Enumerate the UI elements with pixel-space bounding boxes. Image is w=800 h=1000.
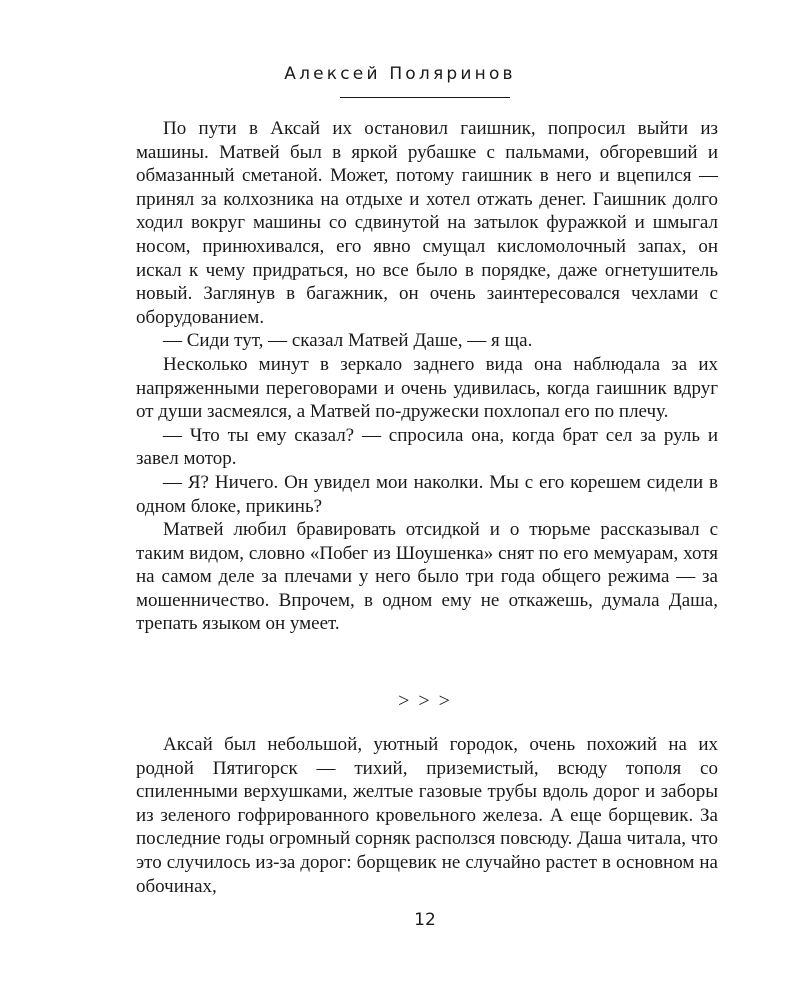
paragraph: — Что ты ему сказал? — спросила она, когда брат сел за руль и завел мотор. bbox=[136, 424, 718, 470]
paragraph: Несколько минут в зеркало заднего вида она наблюдала за их напряженными переговорами и очень удивилась, когда гаишник вдруг от души засмеялся, а Матвей по-дружески похлопал его по плечу. bbox=[136, 353, 718, 423]
text-section-1 bbox=[136, 117, 718, 636]
section-separator: > > > bbox=[398, 690, 452, 712]
page-number: 12 bbox=[414, 910, 436, 930]
paragraph: Аксай был небольшой, уютный городок, очень похожий на их родной Пятигорск — тихий, приземистый, всюду тополя со спиленными верхушками, желтые газовые трубы вдоль дорог и заборы из зеленого гофрированного кровельного железа. А еще борщевик. За последние годы огромный сорняк расползся повсюду. Даша читала, что это случилось из-за дорог: борщевик не случайно растет в основном на обочинах, bbox=[136, 734, 718, 897]
paragraph: — Сиди тут, — сказал Матвей Даше, — я ща. bbox=[163, 330, 533, 352]
paragraph: — Я? Ничего. Он увидел мои наколки. Мы с его корешем сидели в одном блоке, прикинь? bbox=[136, 471, 718, 517]
paragraph: По пути в Аксай их остановил гаишник, попросил выйти из машины. Матвей был в яркой рубашке с пальмами, обгоревший и обмазанный сметаной. Может, потому гаишник в него и вцепился — принял за колхозника на отдыхе и хотел отжать денег. Гаишник долго ходил вокруг машины со сдвинутой на затылок фуражкой и шмыгал носом, принюхивался, его явно смущал кисломолочный запах, он искал к чему придраться, но все было в порядке, даже огнетушитель новый. Заглянув в багажник, он очень заинтересовался чехлами с оборудованием. bbox=[136, 118, 718, 328]
header-rule bbox=[340, 97, 510, 98]
text-section-2 bbox=[136, 733, 718, 898]
running-head-author: Алексей Поляринов bbox=[284, 64, 516, 84]
paragraph: Матвей любил бравировать отсидкой и о тюрьме рассказывал с таким видом, словно «Побег из Шоушенка» снят по его мемуарам, хотя на самом деле за плечами у него было три года общего режима — за мошенничество. Впрочем, в одном ему не откажешь, думала Даша, трепать языком он умеет. bbox=[136, 519, 718, 635]
